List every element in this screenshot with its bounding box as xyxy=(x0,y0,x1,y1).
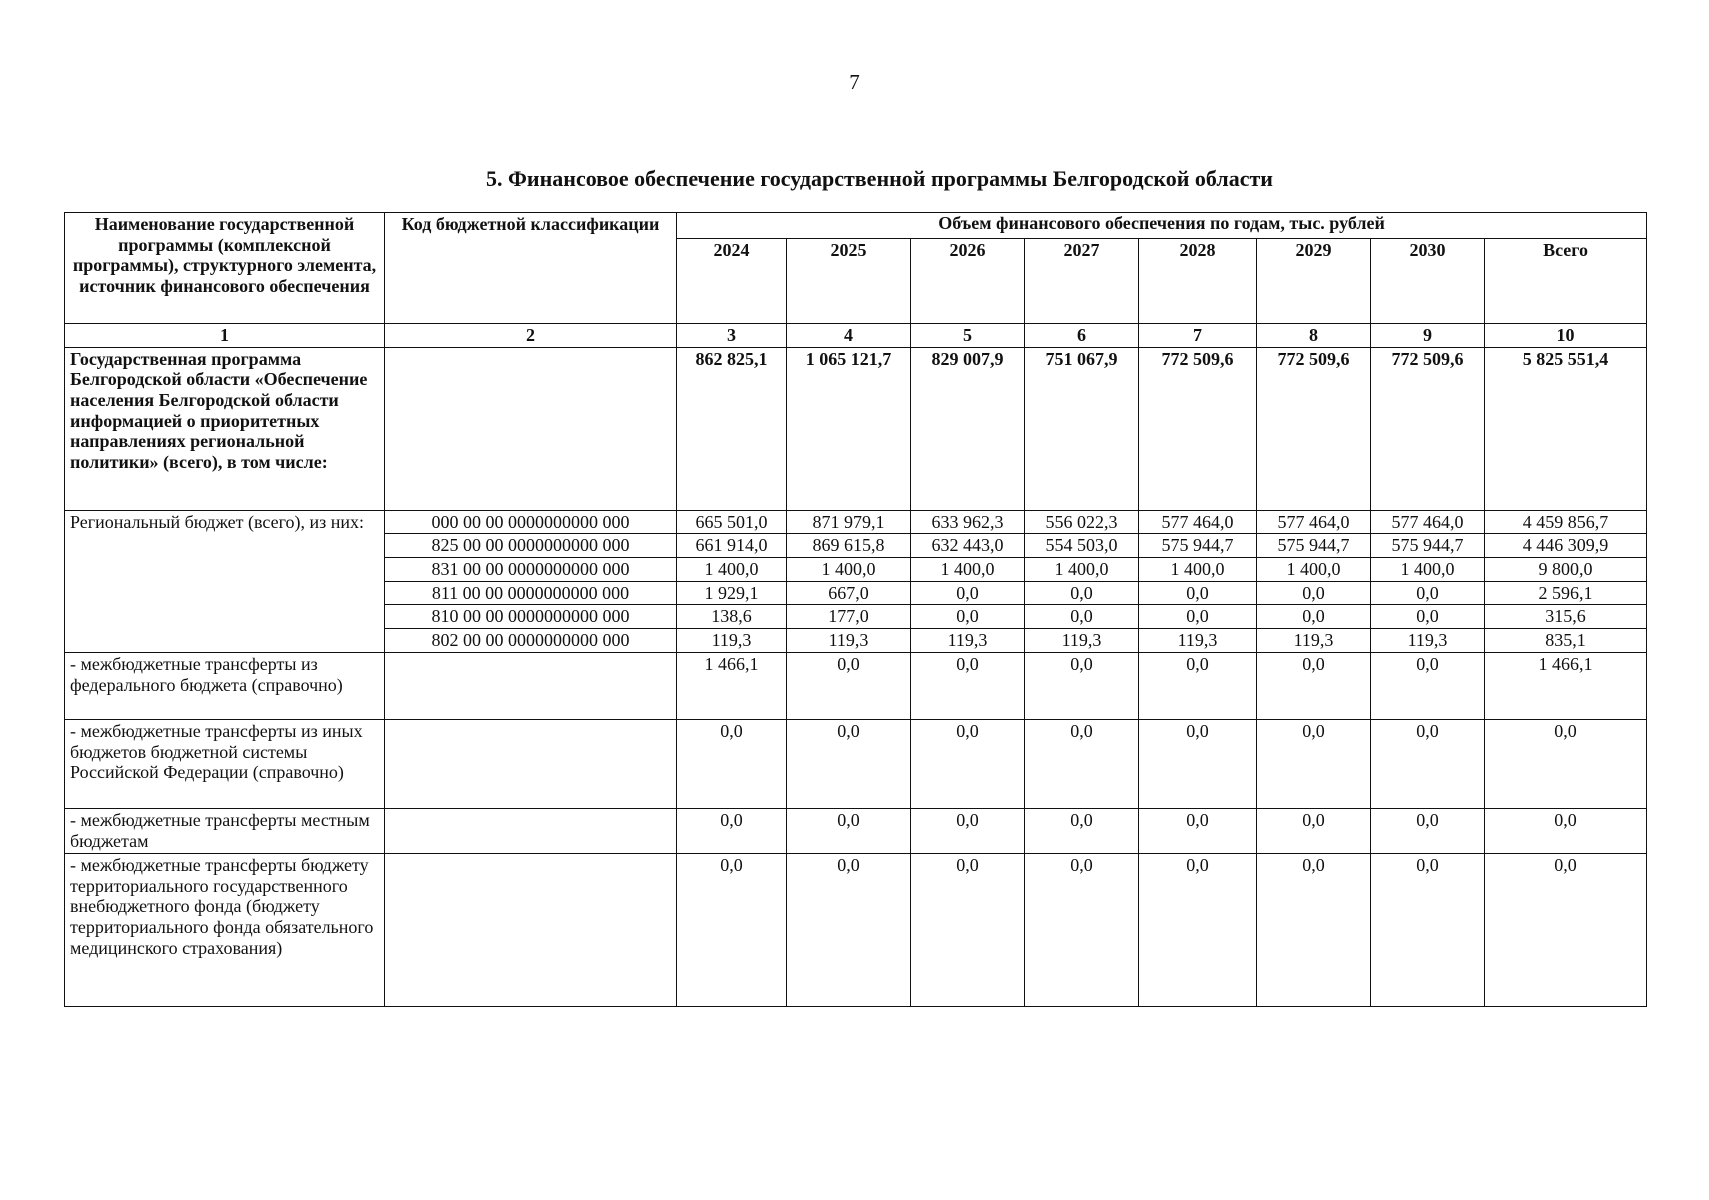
budget-value: 119,3 xyxy=(1139,629,1257,653)
budget-value: 177,0 xyxy=(787,605,911,629)
transfer-value: 0,0 xyxy=(1257,719,1371,808)
document-title: 5. Финансовое обеспечение государственной программы Белгородской области xyxy=(486,166,1273,191)
page-number: 7 xyxy=(849,70,860,94)
budget-value: 119,3 xyxy=(911,629,1025,653)
budget-value: 0,0 xyxy=(1025,581,1139,605)
transfer-row xyxy=(65,652,1647,719)
budget-value: 1 400,0 xyxy=(1025,558,1139,582)
column-index: 1 xyxy=(65,324,385,348)
transfer-row xyxy=(65,719,1647,808)
transfer-value: 0,0 xyxy=(1139,652,1257,719)
transfer-row xyxy=(65,853,1647,1006)
transfer-value: 0,0 xyxy=(911,652,1025,719)
budget-value: 577 464,0 xyxy=(1371,510,1485,534)
budget-value: 577 464,0 xyxy=(1257,510,1371,534)
transfer-value: 0,0 xyxy=(1139,719,1257,808)
budget-value: 1 400,0 xyxy=(787,558,911,582)
program-value: 772 509,6 xyxy=(1139,347,1257,510)
budget-value: 0,0 xyxy=(1257,581,1371,605)
transfer-row xyxy=(65,808,1647,853)
transfer-value: 0,0 xyxy=(677,853,787,1006)
budget-value: 1 400,0 xyxy=(1371,558,1485,582)
column-index: 9 xyxy=(1371,324,1485,348)
budget-value: 632 443,0 xyxy=(911,534,1025,558)
budget-code: 825 00 00 0000000000 000 xyxy=(385,534,677,558)
transfer-label: - межбюджетные трансферты из федерального бюджета (справочно) xyxy=(65,652,385,719)
header-code: Код бюджетной классификации xyxy=(385,213,677,324)
transfer-value: 0,0 xyxy=(1025,719,1139,808)
budget-value: 575 944,7 xyxy=(1371,534,1485,558)
transfer-value: 0,0 xyxy=(911,853,1025,1006)
budget-total: 9 800,0 xyxy=(1485,558,1647,582)
budget-value: 119,3 xyxy=(1257,629,1371,653)
transfer-label: - межбюджетные трансферты бюджету территориального государственного внебюджетного фонда (бюджету территориального фонда обязательного медицинского страхования) xyxy=(65,853,385,1006)
transfer-value: 0,0 xyxy=(1025,652,1139,719)
column-index: 2 xyxy=(385,324,677,348)
budget-value: 1 929,1 xyxy=(677,581,787,605)
regional-budget-label: Региональный бюджет (всего), из них: xyxy=(65,510,385,652)
transfer-value: 0,0 xyxy=(911,808,1025,853)
budget-value: 661 914,0 xyxy=(677,534,787,558)
transfer-value: 0,0 xyxy=(1139,808,1257,853)
column-index: 4 xyxy=(787,324,911,348)
budget-value: 138,6 xyxy=(677,605,787,629)
budget-code: 811 00 00 0000000000 000 xyxy=(385,581,677,605)
transfer-label: - межбюджетные трансферты из иных бюджетов бюджетной системы Российской Федерации (справочно) xyxy=(65,719,385,808)
budget-value: 1 400,0 xyxy=(677,558,787,582)
transfer-code xyxy=(385,808,677,853)
budget-total: 835,1 xyxy=(1485,629,1647,653)
column-index: 6 xyxy=(1025,324,1139,348)
budget-value: 0,0 xyxy=(1139,581,1257,605)
budget-value: 0,0 xyxy=(1139,605,1257,629)
transfer-value: 0,0 xyxy=(787,853,911,1006)
transfer-total: 0,0 xyxy=(1485,853,1647,1006)
budget-value: 575 944,7 xyxy=(1139,534,1257,558)
transfer-value: 0,0 xyxy=(1371,853,1485,1006)
transfer-value: 0,0 xyxy=(911,719,1025,808)
transfer-value: 0,0 xyxy=(787,808,911,853)
column-index: 5 xyxy=(911,324,1025,348)
transfer-value: 0,0 xyxy=(677,719,787,808)
financing-table xyxy=(64,212,1647,1007)
header-row-top xyxy=(65,213,1647,239)
program-code xyxy=(385,347,677,510)
budget-code: 831 00 00 0000000000 000 xyxy=(385,558,677,582)
budget-code: 802 00 00 0000000000 000 xyxy=(385,629,677,653)
budget-total: 315,6 xyxy=(1485,605,1647,629)
budget-total: 2 596,1 xyxy=(1485,581,1647,605)
budget-value: 667,0 xyxy=(787,581,911,605)
budget-value: 1 400,0 xyxy=(1139,558,1257,582)
budget-value: 869 615,8 xyxy=(787,534,911,558)
budget-total: 4 459 856,7 xyxy=(1485,510,1647,534)
header-volume: Объем финансового обеспечения по годам, тыс. рублей xyxy=(677,213,1647,239)
program-value: 862 825,1 xyxy=(677,347,787,510)
column-index: 10 xyxy=(1485,324,1647,348)
budget-value: 1 400,0 xyxy=(911,558,1025,582)
transfer-value: 0,0 xyxy=(1371,719,1485,808)
budget-value: 0,0 xyxy=(1371,605,1485,629)
header-year: 2024 xyxy=(677,239,787,324)
program-total-row xyxy=(65,347,1647,510)
header-year: 2025 xyxy=(787,239,911,324)
transfer-value: 0,0 xyxy=(1371,808,1485,853)
budget-value: 665 501,0 xyxy=(677,510,787,534)
budget-code: 000 00 00 0000000000 000 xyxy=(385,510,677,534)
transfer-value: 0,0 xyxy=(1257,853,1371,1006)
budget-value: 0,0 xyxy=(1025,605,1139,629)
budget-total: 4 446 309,9 xyxy=(1485,534,1647,558)
header-name: Наименование государственной программы (комплексной программы), структурного элемента, источник финансового обеспечения xyxy=(65,213,385,324)
column-index: 8 xyxy=(1257,324,1371,348)
header-year: 2029 xyxy=(1257,239,1371,324)
transfer-value: 0,0 xyxy=(677,808,787,853)
transfer-value: 0,0 xyxy=(1371,652,1485,719)
budget-code: 810 00 00 0000000000 000 xyxy=(385,605,677,629)
budget-value: 0,0 xyxy=(911,605,1025,629)
column-index: 3 xyxy=(677,324,787,348)
budget-value: 556 022,3 xyxy=(1025,510,1139,534)
program-value: 1 065 121,7 xyxy=(787,347,911,510)
budget-value: 1 400,0 xyxy=(1257,558,1371,582)
budget-value: 119,3 xyxy=(1025,629,1139,653)
transfer-total: 0,0 xyxy=(1485,719,1647,808)
budget-value: 871 979,1 xyxy=(787,510,911,534)
budget-value: 554 503,0 xyxy=(1025,534,1139,558)
transfer-code xyxy=(385,652,677,719)
transfer-value: 0,0 xyxy=(1257,652,1371,719)
transfer-value: 0,0 xyxy=(1025,808,1139,853)
transfer-value: 0,0 xyxy=(1025,853,1139,1006)
budget-value: 119,3 xyxy=(787,629,911,653)
header-year: 2027 xyxy=(1025,239,1139,324)
budget-value: 575 944,7 xyxy=(1257,534,1371,558)
program-value: 751 067,9 xyxy=(1025,347,1139,510)
program-total-value: 5 825 551,4 xyxy=(1485,347,1647,510)
transfer-value: 0,0 xyxy=(787,719,911,808)
transfer-value: 1 466,1 xyxy=(677,652,787,719)
budget-value: 119,3 xyxy=(1371,629,1485,653)
transfer-code xyxy=(385,719,677,808)
budget-value: 0,0 xyxy=(1371,581,1485,605)
header-year: 2028 xyxy=(1139,239,1257,324)
transfer-value: 0,0 xyxy=(1257,808,1371,853)
transfer-value: 0,0 xyxy=(1139,853,1257,1006)
header-total: Всего xyxy=(1485,239,1647,324)
transfer-total: 1 466,1 xyxy=(1485,652,1647,719)
program-value: 829 007,9 xyxy=(911,347,1025,510)
transfer-label: - межбюджетные трансферты местным бюджетам xyxy=(65,808,385,853)
transfer-value: 0,0 xyxy=(787,652,911,719)
column-index-row xyxy=(65,324,1647,348)
budget-value: 0,0 xyxy=(911,581,1025,605)
program-value: 772 509,6 xyxy=(1257,347,1371,510)
budget-value: 633 962,3 xyxy=(911,510,1025,534)
program-value: 772 509,6 xyxy=(1371,347,1485,510)
header-year: 2030 xyxy=(1371,239,1485,324)
budget-value: 119,3 xyxy=(677,629,787,653)
budget-value: 0,0 xyxy=(1257,605,1371,629)
header-year: 2026 xyxy=(911,239,1025,324)
budget-value: 577 464,0 xyxy=(1139,510,1257,534)
transfer-code xyxy=(385,853,677,1006)
column-index: 7 xyxy=(1139,324,1257,348)
regional-budget-row xyxy=(65,510,1647,534)
transfer-total: 0,0 xyxy=(1485,808,1647,853)
program-name: Государственная программа Белгородской области «Обеспечение населения Белгородской области информацией о приоритетных направлениях региональной политики» (всего), в том числе: xyxy=(65,347,385,510)
